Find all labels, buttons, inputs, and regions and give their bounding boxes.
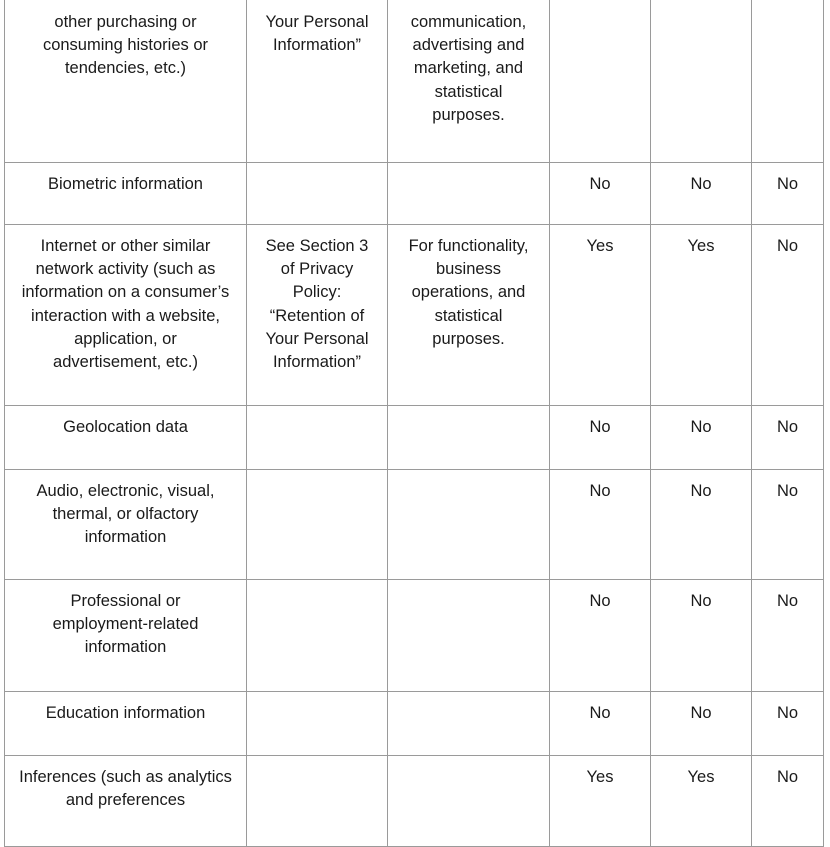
purpose-cell: [388, 163, 550, 225]
value-cell: No: [651, 692, 752, 756]
category-cell: Education information: [5, 692, 247, 756]
purpose-cell: communication, advertising and marketing, and statistical purposes.: [388, 0, 550, 163]
value-cell: No: [752, 756, 824, 847]
category-cell: Geolocation data: [5, 406, 247, 470]
value-cell: [752, 0, 824, 163]
purpose-cell: [388, 580, 550, 692]
table-row: [5, 406, 824, 470]
value-cell: No: [651, 406, 752, 470]
retention-cell: [247, 692, 388, 756]
retention-cell: [247, 163, 388, 225]
value-cell: [651, 0, 752, 163]
value-cell: Yes: [550, 756, 651, 847]
retention-cell: [247, 756, 388, 847]
value-cell: No: [752, 225, 824, 406]
value-cell: No: [752, 163, 824, 225]
value-cell: No: [752, 580, 824, 692]
table-row: [5, 692, 824, 756]
value-cell: No: [550, 692, 651, 756]
value-cell: No: [550, 580, 651, 692]
value-cell: No: [550, 163, 651, 225]
purpose-cell: [388, 692, 550, 756]
category-cell: other purchasing or consuming histories or tendencies, etc.): [5, 0, 247, 163]
retention-cell: See Section 3 of Privacy Policy: “Retention of Your Personal Information”: [247, 225, 388, 406]
purpose-cell: For functionality, business operations, and statistical purposes.: [388, 225, 550, 406]
value-cell: [550, 0, 651, 163]
category-cell: Inferences (such as analytics and preferences: [5, 756, 247, 847]
table-row: [5, 470, 824, 580]
purpose-cell: [388, 756, 550, 847]
value-cell: No: [752, 470, 824, 580]
value-cell: No: [752, 692, 824, 756]
category-cell: Professional or employment-related information: [5, 580, 247, 692]
value-cell: Yes: [651, 756, 752, 847]
value-cell: No: [550, 470, 651, 580]
retention-cell: Your Personal Information”: [247, 0, 388, 163]
table-row: [5, 0, 824, 163]
value-cell: No: [651, 580, 752, 692]
value-cell: No: [651, 470, 752, 580]
value-cell: No: [550, 406, 651, 470]
purpose-cell: [388, 470, 550, 580]
value-cell: Yes: [550, 225, 651, 406]
retention-cell: [247, 580, 388, 692]
category-cell: Audio, electronic, visual, thermal, or olfactory information: [5, 470, 247, 580]
purpose-cell: [388, 406, 550, 470]
value-cell: No: [651, 163, 752, 225]
table-row: [5, 580, 824, 692]
retention-cell: [247, 406, 388, 470]
table-row: [5, 163, 824, 225]
personal-information-table: [4, 0, 824, 847]
table-row: [5, 756, 824, 847]
table-row: [5, 225, 824, 406]
value-cell: Yes: [651, 225, 752, 406]
value-cell: No: [752, 406, 824, 470]
category-cell: Biometric information: [5, 163, 247, 225]
category-cell: Internet or other similar network activity (such as information on a consumer’s interaction with a website, application, or advertisement, etc.): [5, 225, 247, 406]
retention-cell: [247, 470, 388, 580]
